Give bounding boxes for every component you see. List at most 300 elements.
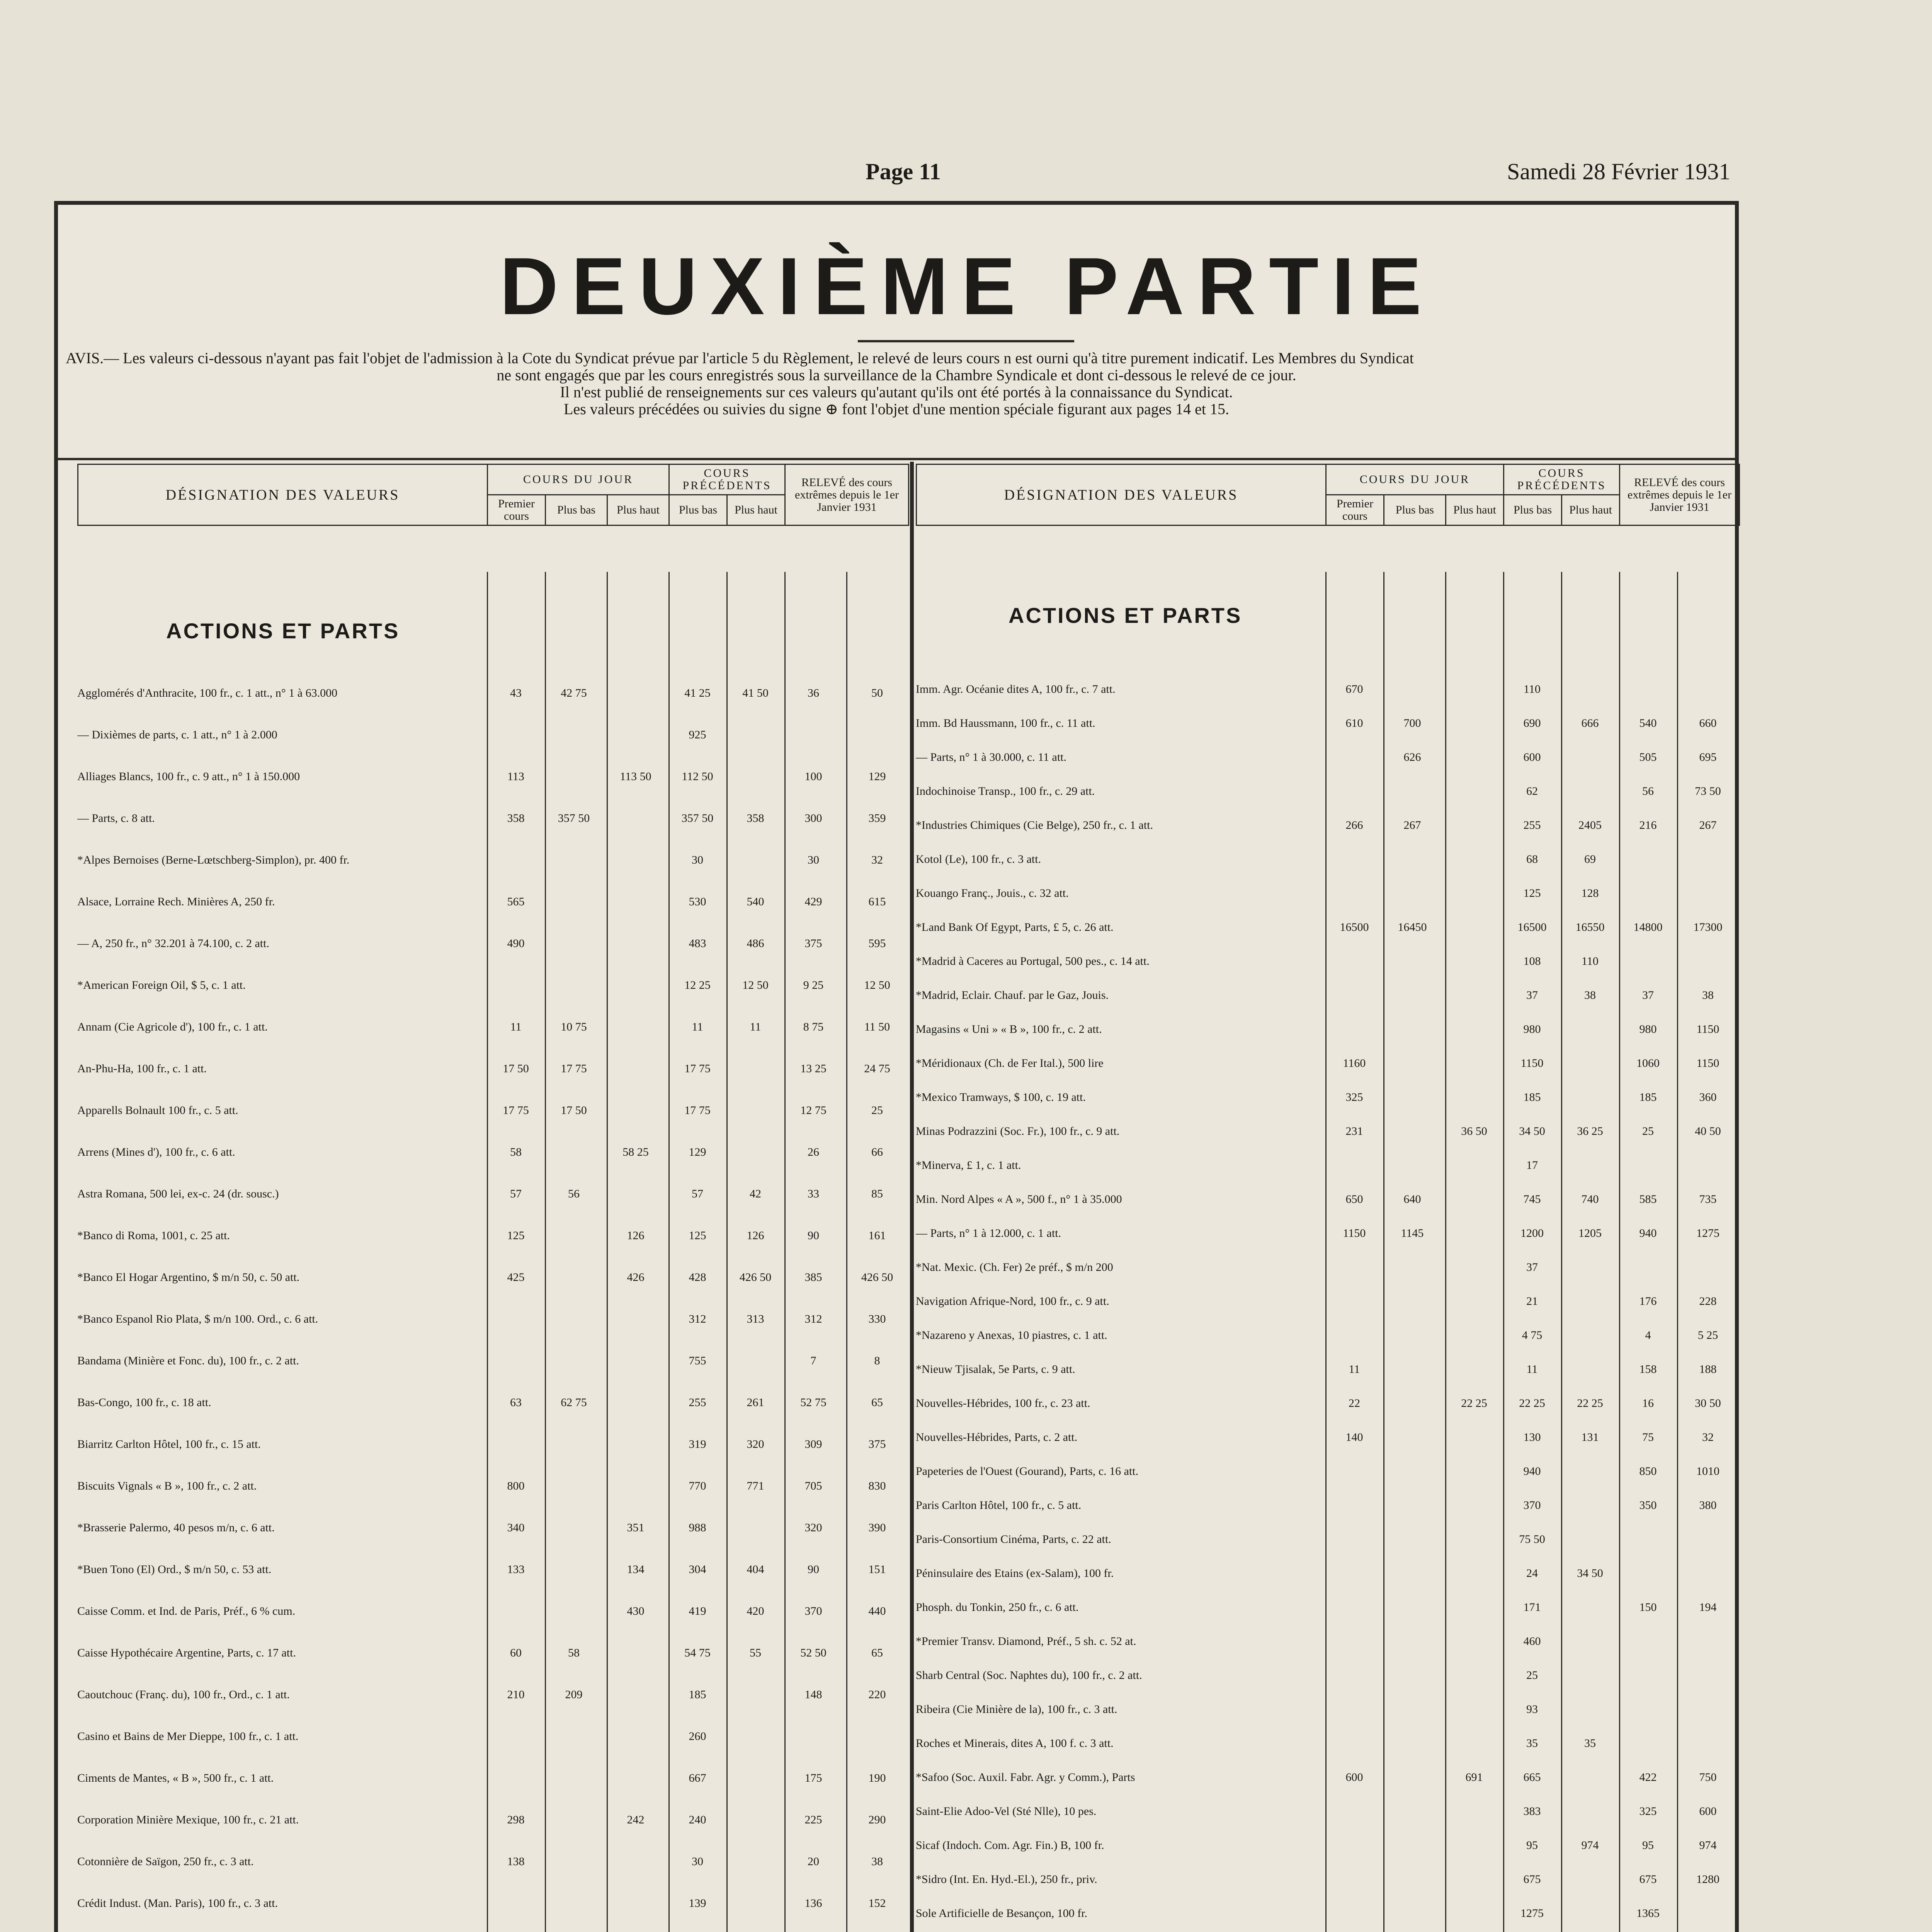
price-cell: 595 (868, 937, 886, 950)
price-cell: 585 (1639, 1193, 1657, 1206)
price-cell: 58 25 (622, 1146, 649, 1158)
price-cell: 56 (568, 1187, 580, 1200)
price-cell: 1010 (1696, 1465, 1719, 1478)
table-row (916, 1080, 1739, 1114)
price-cell: 304 (689, 1563, 706, 1576)
price-cell: 57 (510, 1187, 522, 1200)
price-cell: 16500 (1517, 921, 1547, 934)
table-row (916, 1182, 1739, 1216)
price-cell: 171 (1523, 1601, 1541, 1614)
price-cell: 1145 (1401, 1227, 1424, 1240)
price-cell: 194 (1699, 1601, 1717, 1614)
price-cell: 14800 (1633, 921, 1663, 934)
price-cell: 610 (1345, 717, 1363, 730)
table-row (916, 944, 1739, 978)
price-cell: 490 (507, 937, 525, 950)
price-cell: 8 (874, 1354, 880, 1367)
price-cell: 20 (808, 1855, 819, 1868)
price-cell: 185 (1523, 1091, 1541, 1104)
table-row (77, 1257, 908, 1298)
price-cell: 600 (1699, 1805, 1717, 1818)
table-row (916, 842, 1739, 876)
price-cell: 21 (1526, 1295, 1538, 1308)
releve-header: RELEVÉ des cours extrêmes depuis le 1er Janvier 1931 (1620, 464, 1740, 526)
price-cell: 65 (871, 1396, 883, 1409)
security-name: Annam (Cie Agricole d'), 100 fr., c. 1 att. (77, 1020, 268, 1033)
price-cell: 41 25 (684, 687, 711, 699)
security-name: Saint-Elie Adoo-Vel (Sté Nlle), 10 pes. (916, 1805, 1097, 1818)
price-cell: 11 (1526, 1363, 1538, 1376)
price-cell: 30 (692, 1855, 703, 1868)
table-row (916, 1794, 1739, 1828)
price-cell: 108 (1523, 955, 1541, 968)
price-cell: 357 50 (558, 812, 590, 825)
issue-date: Samedi 28 Février 1931 (1507, 159, 1731, 184)
price-cell: 125 (689, 1229, 706, 1242)
table-top-rule (56, 458, 1737, 460)
price-cell: 36 25 (1577, 1125, 1603, 1138)
cours-du-jour-header: COURS DU JOUR (488, 464, 669, 495)
price-cell: 22 25 (1519, 1397, 1545, 1410)
price-cell: 130 (1523, 1431, 1541, 1444)
price-cell: 770 (689, 1480, 706, 1492)
section-title: DEUXIÈME PARTIE (500, 241, 1435, 332)
price-cell: 58 (510, 1146, 522, 1158)
table-row (916, 876, 1739, 910)
right-table-header (916, 464, 1740, 526)
price-cell: 670 (1345, 683, 1363, 696)
price-cell: 309 (804, 1438, 822, 1451)
right-section-title: ACTIONS ET PARTS (1009, 603, 1242, 628)
security-name: Nouvelles-Hébrides, Parts, c. 2 att. (916, 1431, 1078, 1444)
table-row (916, 1216, 1739, 1250)
plus-bas-header: Plus bas (1384, 495, 1446, 526)
price-cell: 980 (1639, 1023, 1657, 1036)
security-name: — Parts, n° 1 à 12.000, c. 1 att. (916, 1227, 1061, 1240)
table-row (77, 1423, 908, 1465)
price-cell: 260 (689, 1730, 706, 1743)
price-cell: 11 (1349, 1363, 1360, 1376)
table-row (916, 1522, 1739, 1556)
price-cell: 10 75 (561, 1020, 587, 1033)
premier-cours-header: Premier cours (488, 495, 546, 526)
price-cell (848, 1924, 906, 1932)
price-cell: 385 (804, 1271, 822, 1284)
price-cell: 69 (1584, 853, 1596, 866)
table-row (916, 774, 1739, 808)
price-cell: 9 25 (803, 979, 824, 992)
price-cell: 13 25 (800, 1062, 827, 1075)
price-cell: 16550 (1575, 921, 1605, 934)
security-name: — Dixièmes de parts, c. 1 att., n° 1 à 2.000 (77, 728, 277, 741)
table-row (77, 1799, 908, 1841)
price-cell: 113 50 (620, 770, 651, 783)
price-cell: 52 75 (800, 1396, 827, 1409)
price-cell: 34 50 (1519, 1125, 1545, 1138)
table-row (77, 1883, 908, 1924)
left-rows (77, 672, 908, 1932)
price-cell: 32 (871, 854, 883, 866)
table-row (77, 1757, 908, 1799)
price-cell: 1060 (1636, 1057, 1660, 1070)
price-cell: 110 (1524, 683, 1541, 696)
price-cell: 17 50 (561, 1104, 587, 1117)
price-cell: 1365 (1636, 1907, 1660, 1920)
price-cell: 370 (804, 1605, 822, 1617)
price-cell: 95 (1526, 1839, 1538, 1852)
security-name: Astra Romana, 500 lei, ex-c. 24 (dr. sousc.) (77, 1187, 279, 1200)
title-rule (858, 340, 1074, 342)
price-cell: 660 (1699, 717, 1717, 730)
table-row (77, 1048, 908, 1090)
table-row (916, 1114, 1739, 1148)
price-cell: 312 (804, 1313, 822, 1325)
security-name: Biarritz Carlton Hôtel, 100 fr., c. 15 att. (77, 1438, 261, 1451)
security-name: *Banco El Hogar Argentino, $ m/n 50, c. 50 att. (77, 1271, 300, 1284)
security-name: Min. Nord Alpes « A », 500 f., n° 1 à 35.000 (916, 1193, 1122, 1206)
price-cell: 17 (1526, 1159, 1538, 1172)
price-cell: 667 (689, 1772, 706, 1784)
plus-bas-header: Plus bas (546, 495, 607, 526)
price-cell: 325 (1639, 1805, 1657, 1818)
price-cell: 691 (1465, 1771, 1483, 1784)
price-cell: 131 (1581, 1431, 1599, 1444)
price-cell: 68 (1526, 853, 1538, 866)
price-cell: 95 (1642, 1839, 1654, 1852)
table-row (77, 923, 908, 964)
security-name: Péninsulaire des Etains (ex-Salam), 100 fr. (916, 1567, 1114, 1580)
price-cell: 460 (1523, 1635, 1541, 1648)
price-cell: 830 (868, 1480, 886, 1492)
price-cell: 75 50 (1519, 1533, 1545, 1546)
security-name: Alsace, Lorraine Rech. Minières A, 250 fr. (77, 895, 275, 908)
price-cell: 136 (804, 1897, 822, 1910)
price-cell: 32 (1702, 1431, 1714, 1444)
price-cell: 209 (565, 1688, 583, 1701)
price-cell: 42 75 (561, 687, 587, 699)
right-rows (916, 672, 1739, 1932)
table-row (916, 1318, 1739, 1352)
price-cell: 1150 (1520, 1057, 1544, 1070)
price-cell: 22 (1349, 1397, 1360, 1410)
price-cell: 12 50 (742, 979, 769, 992)
price-cell: 290 (868, 1813, 886, 1826)
table-row (77, 1590, 908, 1632)
security-name: Minas Podrazzini (Soc. Fr.), 100 fr., c. 9 att. (916, 1125, 1120, 1138)
table-row (916, 1896, 1739, 1930)
price-cell: 110 (1582, 955, 1599, 968)
security-name (916, 1930, 1318, 1932)
price-cell: 210 (507, 1688, 525, 1701)
price-cell: 56 (1642, 785, 1654, 798)
table-row (77, 1674, 908, 1716)
table-row (916, 1148, 1739, 1182)
plus-haut-header: Plus haut (1446, 495, 1504, 526)
price-cell: 220 (868, 1688, 886, 1701)
security-name: *Nazareno y Anexas, 10 piastres, c. 1 att. (916, 1329, 1107, 1342)
table-row (916, 1590, 1739, 1624)
designation-header: DÉSIGNATION DES VALEURS (917, 464, 1326, 526)
price-cell: 17 75 (684, 1062, 711, 1075)
security-name: *Safoo (Soc. Auxil. Fabr. Agr. y Comm.), Parts (916, 1771, 1135, 1784)
security-name: — A, 250 fr., n° 32.201 à 74.100, c. 2 att. (77, 937, 269, 950)
table-row (77, 1549, 908, 1590)
price-cell: 988 (689, 1521, 706, 1534)
price-cell: 375 (868, 1438, 886, 1451)
price-cell: 75 (1642, 1431, 1654, 1444)
price-cell: 36 (808, 687, 819, 699)
security-name: Paris-Consortium Cinéma, Parts, c. 22 att. (916, 1533, 1111, 1546)
prec-plus-bas-header: Plus bas (1504, 495, 1562, 526)
price-cell (1621, 1930, 1675, 1932)
price-cell: 300 (804, 812, 822, 825)
price-cell: 735 (1699, 1193, 1717, 1206)
price-cell: 320 (804, 1521, 822, 1534)
price-cell: 138 (507, 1855, 525, 1868)
price-cell: 161 (868, 1229, 886, 1242)
price-cell: 93 (1526, 1703, 1538, 1716)
table-row (77, 1841, 908, 1883)
security-name: *Premier Transv. Diamond, Préf., 5 sh. c. 52 at. (916, 1635, 1136, 1648)
security-name: *American Foreign Oil, $ 5, c. 1 att. (77, 979, 246, 992)
price-cell: 261 (747, 1396, 764, 1409)
security-name: *Nieuw Tjisalak, 5e Parts, c. 9 att. (916, 1363, 1075, 1376)
price-cell: 85 (871, 1187, 883, 1200)
security-name: Papeteries de l'Ouest (Gourand), Parts, c. 16 att. (916, 1465, 1139, 1478)
security-name: Arrens (Mines d'), 100 fr., c. 6 att. (77, 1146, 235, 1158)
price-cell: 505 (1639, 751, 1657, 764)
table-row (77, 1465, 908, 1507)
security-name: Biscuits Vignals « B », 100 fr., c. 2 att. (77, 1480, 257, 1492)
table-row (916, 910, 1739, 944)
security-name: An-Phu-Ha, 100 fr., c. 1 att. (77, 1062, 207, 1075)
price-cell: 255 (689, 1396, 706, 1409)
price-cell: 380 (1699, 1499, 1717, 1512)
price-cell: 298 (507, 1813, 525, 1826)
security-name: Caisse Comm. et Ind. de Paris, Préf., 6 % cum. (77, 1605, 296, 1617)
price-cell: 8 75 (803, 1020, 824, 1033)
price-cell: 50 (871, 687, 883, 699)
price-cell: 25 (1526, 1669, 1538, 1682)
price-cell: 12 25 (684, 979, 711, 992)
security-name: *Sidro (Int. En. Hyd.-El.), 250 fr., priv. (916, 1873, 1097, 1886)
price-cell: 383 (1523, 1805, 1541, 1818)
price-cell: 11 (692, 1020, 703, 1033)
price-cell: 359 (868, 812, 886, 825)
security-name: Ciments de Mantes, « B », 500 fr., c. 1 att. (77, 1772, 274, 1784)
price-cell: 54 75 (684, 1646, 711, 1659)
price-cell: 565 (507, 895, 525, 908)
price-cell: 37 (1642, 989, 1654, 1002)
price-cell: 404 (747, 1563, 764, 1576)
table-row (916, 1692, 1739, 1726)
price-cell: 24 (1526, 1567, 1538, 1580)
price-cell: 1275 (1696, 1227, 1719, 1240)
right-body (916, 572, 1739, 1932)
table-row (77, 1215, 908, 1257)
price-cell: 134 (627, 1563, 645, 1576)
table-row (77, 1382, 908, 1423)
price-cell: 190 (868, 1772, 886, 1784)
price-cell: 17 75 (684, 1104, 711, 1117)
table-row (916, 1726, 1739, 1760)
price-cell: 440 (868, 1605, 886, 1617)
price-cell: 370 (1523, 1499, 1541, 1512)
price-cell: 242 (627, 1813, 645, 1826)
price-cell: 1150 (1696, 1057, 1719, 1070)
price-cell: 62 (1526, 785, 1538, 798)
price-cell: 113 (507, 770, 524, 783)
price-cell: 140 (1345, 1431, 1363, 1444)
price-cell: 16450 (1398, 921, 1427, 934)
price-cell: 30 (808, 854, 819, 866)
security-name: Magasins « Uni » « B », 100 fr., c. 2 att. (916, 1023, 1102, 1036)
security-name: Sharb Central (Soc. Naphtes du), 100 fr., c. 2 att. (916, 1669, 1142, 1682)
price-cell: 158 (1639, 1363, 1657, 1376)
security-name: Phosph. du Tonkin, 250 fr., c. 6 att. (916, 1601, 1079, 1614)
price-cell: 360 (1699, 1091, 1717, 1104)
price-cell: 267 (1403, 819, 1421, 832)
price-cell: 700 (1403, 717, 1421, 730)
table-row (916, 1250, 1739, 1284)
price-cell: 38 (1702, 989, 1714, 1002)
price-cell: 16 (1642, 1397, 1654, 1410)
price-cell: 73 50 (1695, 785, 1721, 798)
left-table (77, 464, 908, 1932)
price-cell: 486 (747, 937, 764, 950)
price-cell: 63 (510, 1396, 522, 1409)
security-name: Casino et Bains de Mer Dieppe, 100 fr., c. 1 att. (77, 1730, 299, 1743)
price-cell: 176 (1639, 1295, 1657, 1308)
price-cell: 151 (868, 1563, 886, 1576)
price-cell: 600 (1523, 751, 1541, 764)
price-cell: 980 (1523, 1023, 1541, 1036)
price-cell: 129 (689, 1146, 706, 1158)
price-cell: 666 (1581, 717, 1599, 730)
price-cell: 350 (1639, 1499, 1657, 1512)
price-cell: 4 75 (1522, 1329, 1543, 1342)
price-cell: 340 (507, 1521, 525, 1534)
price-cell: 24 75 (864, 1062, 890, 1075)
price-cell: 357 50 (681, 812, 714, 825)
price-cell: 745 (1523, 1193, 1541, 1206)
table-row (916, 740, 1739, 774)
right-table (916, 464, 1739, 1932)
security-name: Nouvelles-Hébrides, 100 fr., c. 23 att. (916, 1397, 1090, 1410)
table-row (916, 1488, 1739, 1522)
notice-line-4: Les valeurs précédées ou suivies du signe ⊕ font l'objet d'une mention spéciale figurant aux pages 14 et 15. (564, 400, 1229, 418)
price-cell: 17 75 (503, 1104, 529, 1117)
price-cell: 129 (868, 770, 886, 783)
security-name: Agglomérés d'Anthracite, 100 fr., c. 1 att., n° 1 à 63.000 (77, 687, 338, 699)
price-cell: 17 75 (561, 1062, 587, 1075)
price-cell: 125 (1523, 887, 1541, 900)
price-cell: 615 (868, 895, 886, 908)
table-row (77, 881, 908, 923)
price-cell: 188 (1699, 1363, 1717, 1376)
price-cell: 228 (1699, 1295, 1717, 1308)
price-cell: 266 (1345, 819, 1363, 832)
price-cell: 40 50 (1695, 1125, 1721, 1138)
price-cell: 133 (507, 1563, 525, 1576)
security-name: Sicaf (Indoch. Com. Agr. Fin.) B, 100 fr. (916, 1839, 1104, 1852)
price-cell (1505, 1930, 1559, 1932)
notice (66, 350, 1727, 418)
notice-line-2: ne sont engagés que par les cours enregistrés sous la surveillance de la Chambre Syndicale et dont ci-dessous le relevé de ce jour. (497, 366, 1296, 384)
price-cell: 231 (1345, 1125, 1363, 1138)
table-row (77, 1131, 908, 1173)
price-cell: 1150 (1696, 1023, 1719, 1036)
table-row (916, 1352, 1739, 1386)
price-cell: 420 (747, 1605, 764, 1617)
price-cell: 351 (627, 1521, 645, 1534)
prec-plus-haut-header: Plus haut (727, 495, 785, 526)
price-cell: 22 25 (1577, 1397, 1603, 1410)
security-name: Kouango Franç., Jouis., c. 32 att. (916, 887, 1069, 900)
price-cell: 800 (507, 1480, 525, 1492)
price-cell: 90 (808, 1229, 819, 1242)
price-cell: 22 25 (1461, 1397, 1487, 1410)
price-cell: 705 (804, 1480, 822, 1492)
price-cell: 240 (689, 1813, 706, 1826)
column-divider (910, 462, 914, 1932)
security-name: Alliages Blancs, 100 fr., c. 9 att., n° 1 à 150.000 (77, 770, 300, 783)
table-row (916, 1862, 1739, 1896)
price-cell: 100 (804, 770, 822, 783)
table-row (916, 1760, 1739, 1794)
table-row (916, 1624, 1739, 1658)
price-cell: 675 (1639, 1873, 1657, 1886)
price-cell: 690 (1523, 717, 1541, 730)
table-row (77, 1090, 908, 1131)
price-cell: 36 50 (1461, 1125, 1487, 1138)
notice-line-1: AVIS.— Les valeurs ci-dessous n'ayant pas fait l'objet de l'admission à la Cote du Syndicat prévue par l'article 5 du Règlement, le relevé de leurs cours n est ourni qu'à titre purement indicatif. Les Membres du Syndicat (66, 349, 1414, 367)
price-cell: 430 (627, 1605, 645, 1617)
cours-du-jour-header: COURS DU JOUR (1326, 464, 1504, 495)
security-name: *Banco di Roma, 1001, c. 25 att. (77, 1229, 230, 1242)
price-cell: 1280 (1696, 1873, 1719, 1886)
price-cell: 974 (1699, 1839, 1717, 1852)
security-name: *Industries Chimiques (Cie Belge), 250 fr., c. 1 att. (916, 819, 1153, 832)
price-cell: 695 (1699, 751, 1717, 764)
price-cell: 530 (689, 895, 706, 908)
table-row (916, 1454, 1739, 1488)
price-cell: 42 (750, 1187, 761, 1200)
price-cell: 358 (747, 812, 764, 825)
price-cell: 58 (568, 1646, 580, 1659)
table-row (916, 808, 1739, 842)
price-cell: 312 (689, 1313, 706, 1325)
designation-header: DÉSIGNATION DES VALEURS (78, 464, 488, 526)
price-cell: 185 (1639, 1091, 1657, 1104)
price-cell: 483 (689, 937, 706, 950)
price-cell: 57 (692, 1187, 703, 1200)
price-cell: 665 (1523, 1771, 1541, 1784)
price-cell: 428 (689, 1271, 706, 1284)
price-cell: 150 (1639, 1601, 1657, 1614)
price-cell: 850 (1639, 1465, 1657, 1478)
security-name: Bandama (Minière et Fonc. du), 100 fr., c. 2 att. (77, 1354, 299, 1367)
price-cell: 771 (747, 1480, 764, 1492)
page-header (0, 158, 1932, 193)
prec-plus-haut-header: Plus haut (1562, 495, 1620, 526)
price-cell: 419 (689, 1605, 706, 1617)
price-cell: 41 50 (742, 687, 769, 699)
price-cell: 325 (1345, 1091, 1363, 1104)
table-row (77, 1006, 908, 1048)
security-name: — Parts, c. 8 att. (77, 812, 155, 825)
price-cell: 148 (804, 1688, 822, 1701)
